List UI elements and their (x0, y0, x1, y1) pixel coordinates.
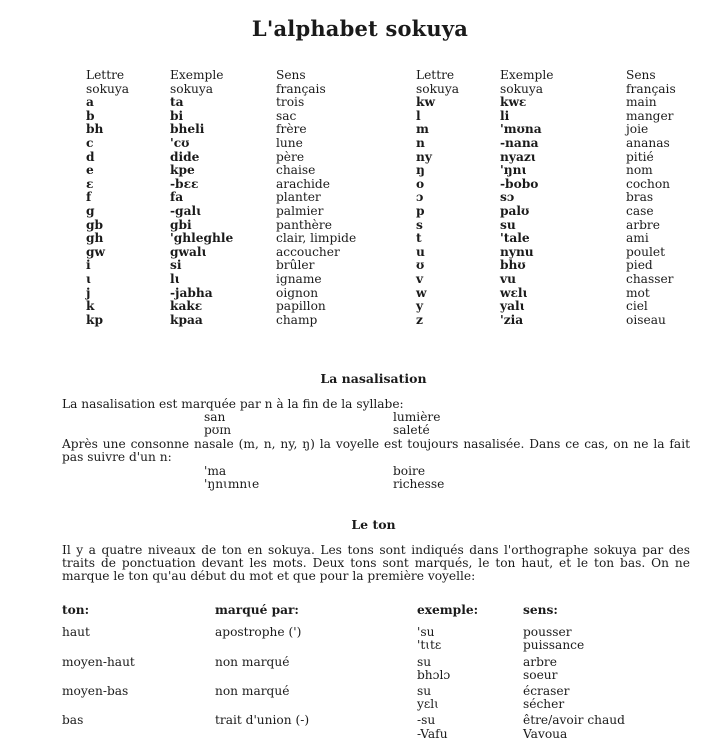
nasalisation-para2: Après une consonne nasale (m, n, ny, ŋ) la voyelle est toujours nasalisée. Dans ce cas, on ne la fait pas suivre d'un n: (62, 437, 690, 464)
nasal-example-meaning: richesse (393, 477, 445, 491)
ton-example: 'su (417, 625, 435, 640)
ton-meaning: soeur (523, 667, 558, 682)
ton-row (62, 639, 693, 652)
example-cell: 'cʊ (170, 135, 190, 150)
ton-example: su (417, 654, 432, 669)
meaning-cell: nom (626, 163, 653, 178)
example-cell: kpaa (170, 312, 203, 327)
alphabet-row (86, 300, 416, 314)
ton-row (62, 623, 693, 639)
ton-level (62, 669, 215, 682)
example-cell: si (170, 258, 182, 273)
example-cell: palʊ (500, 203, 530, 218)
letter-cell: z (416, 312, 423, 327)
meaning-cell: champ (276, 312, 318, 327)
alphabet-row (86, 314, 416, 328)
meaning-cell: joie (626, 122, 649, 137)
letter-cell: f (86, 190, 92, 205)
ton-title: Le ton (351, 517, 396, 532)
alphabet-row (416, 191, 706, 205)
letter-cell: v (416, 271, 424, 286)
alphabet-row (416, 151, 706, 165)
ton-meaning: arbre (523, 654, 557, 669)
example-cell: 'mʊna (500, 122, 542, 137)
example-cell: -nana (500, 135, 539, 150)
alphabet-row (416, 259, 706, 273)
meaning-cell: brûler (276, 258, 315, 273)
example-cell: dide (170, 149, 200, 164)
nasal-example-word: san (204, 410, 226, 424)
ton-marker: non marqué (215, 654, 290, 669)
ton-header-exemple: exemple: (417, 603, 479, 617)
meaning-cell: case (626, 203, 654, 218)
ton-level (62, 698, 215, 711)
meaning-cell: clair, limpide (276, 231, 357, 246)
example-cell: gbi (170, 217, 192, 232)
alphabet-row (416, 300, 706, 314)
example-cell: bhʊ (500, 258, 526, 273)
example-cell: kakɛ (170, 299, 203, 314)
alphabet-row (416, 96, 706, 110)
ton-row (62, 669, 693, 682)
header-sens: Sens français (626, 68, 676, 96)
letter-cell: w (416, 285, 427, 300)
alphabet-header-row (86, 69, 416, 96)
ton-header-row (62, 604, 693, 623)
ton-paragraph: Il y a quatre niveaux de ton en sokuya. Les tons sont indiqués dans l'orthographe sokuya par des traits de ponctuation devant les mots. Deux tons sont marqués, le ton haut, et le ton bas. On ne marque le ton qu'au début du mot et que pour la première voyelle: (62, 543, 690, 583)
page-title: L'alphabet sokuya (251, 16, 469, 41)
meaning-cell: accoucher (276, 244, 340, 259)
alphabet-row (86, 246, 416, 260)
nasal-example-meaning: boire (393, 464, 426, 478)
alphabet-header-row (416, 69, 706, 96)
ton-row (62, 728, 693, 741)
ton-level: moyen-bas (62, 684, 129, 699)
example-cell: nynu (500, 244, 534, 259)
ton-row (62, 682, 693, 698)
alphabet-row (86, 191, 416, 205)
nasal-example-word: 'ŋnɩmnɩe (204, 477, 260, 491)
ton-meaning: puissance (523, 638, 585, 653)
letter-cell: kp (86, 312, 103, 327)
meaning-cell: planter (276, 190, 321, 205)
ton-marker (215, 669, 417, 682)
letter-cell: j (86, 285, 91, 300)
alphabet-table-right (416, 69, 706, 327)
letter-cell: b (86, 108, 95, 123)
example-cell: 'ghleghle (170, 231, 234, 246)
meaning-cell: palmier (276, 203, 324, 218)
example-cell: -galɩ (170, 203, 201, 218)
ton-marker: apostrophe (') (215, 625, 302, 640)
ton-example: 'tɩtɛ (417, 638, 442, 653)
ton-level: bas (62, 713, 84, 728)
letter-cell: ɩ (86, 271, 91, 286)
alphabet-row (416, 205, 706, 219)
ton-meaning: sécher (523, 697, 565, 712)
ton-example: -su (417, 713, 436, 728)
ton-example: yɛlɩ (417, 697, 439, 712)
alphabet-row (416, 123, 706, 137)
meaning-cell: chasser (626, 271, 674, 286)
example-cell: nyazɩ (500, 149, 536, 164)
alphabet-row (86, 96, 416, 110)
nasal-example-meaning: lumière (393, 410, 441, 424)
ton-header-ton: ton: (62, 603, 90, 617)
meaning-cell: arachide (276, 176, 330, 191)
letter-cell: ɔ (416, 190, 424, 205)
meaning-cell: oiseau (626, 312, 666, 327)
alphabet-row (416, 110, 706, 124)
ton-row (62, 711, 693, 727)
alphabet-row (416, 219, 706, 233)
header-lettre: Lettre sokuya (416, 68, 459, 96)
ton-marker (215, 639, 417, 652)
ton-level (62, 728, 215, 741)
meaning-cell: cochon (626, 176, 671, 191)
meaning-cell: arbre (626, 217, 660, 232)
letter-cell: y (416, 299, 424, 314)
ton-table (62, 604, 693, 741)
meaning-cell: sac (276, 108, 297, 123)
example-cell: vu (500, 271, 516, 286)
ton-level: moyen-haut (62, 654, 135, 669)
ton-row (62, 698, 693, 711)
alphabet-row (86, 123, 416, 137)
example-cell: -jabha (170, 285, 213, 300)
letter-cell: ɛ (86, 176, 94, 191)
example-cell: sɔ (500, 190, 515, 205)
meaning-cell: ciel (626, 299, 648, 314)
ton-row (62, 653, 693, 669)
letter-cell: m (416, 122, 429, 137)
header-sens: Sens français (276, 68, 326, 96)
meaning-cell: main (626, 95, 657, 110)
meaning-cell: ami (626, 231, 649, 246)
example-cell: -bɛɛ (170, 176, 199, 191)
letter-cell: ŋ (416, 163, 425, 178)
alphabet-row (86, 273, 416, 287)
alphabet-row (86, 287, 416, 301)
letter-cell: kw (416, 95, 435, 110)
letter-cell: c (86, 135, 94, 150)
letter-cell: gw (86, 244, 106, 259)
meaning-cell: père (276, 149, 305, 164)
nasal-example-word: pʊɪn (204, 423, 232, 437)
alphabet-row (86, 178, 416, 192)
nasal-example-meaning: saleté (393, 423, 430, 437)
letter-cell: n (416, 135, 425, 150)
example-cell: bi (170, 108, 184, 123)
letter-cell: a (86, 95, 94, 110)
letter-cell: t (416, 231, 422, 246)
ton-level: haut (62, 625, 90, 640)
letter-cell: e (86, 163, 94, 178)
meaning-cell: poulet (626, 244, 665, 259)
example-cell: 'zia (500, 312, 524, 327)
example-cell: fa (170, 190, 184, 205)
alphabet-row (86, 151, 416, 165)
alphabet-row (416, 232, 706, 246)
alphabet-row (416, 178, 706, 192)
letter-cell: s (416, 217, 423, 232)
letter-cell: k (86, 299, 95, 314)
meaning-cell: chaise (276, 163, 316, 178)
example-cell: 'tale (500, 231, 530, 246)
ton-marker (215, 698, 417, 711)
alphabet-row (86, 219, 416, 233)
letter-cell: u (416, 244, 425, 259)
ton-example: -Vafu (417, 726, 448, 741)
ton-header-sens: sens: (523, 603, 558, 617)
meaning-cell: igname (276, 271, 322, 286)
alphabet-row (86, 164, 416, 178)
letter-cell: ny (416, 149, 432, 164)
nasalisation-intro: La nasalisation est marquée par n à la fin de la syllabe: (62, 397, 404, 411)
meaning-cell: bras (626, 190, 654, 205)
letter-cell: gb (86, 217, 104, 232)
letter-cell: g (86, 203, 95, 218)
example-cell: li (500, 108, 510, 123)
letter-cell: bh (86, 122, 104, 137)
letter-cell: o (416, 176, 425, 191)
ton-level (62, 639, 215, 652)
meaning-cell: pied (626, 258, 653, 273)
example-cell: -bobo (500, 176, 539, 191)
alphabet-row (86, 259, 416, 273)
letter-cell: ʊ (416, 258, 425, 273)
ton-example: su (417, 684, 432, 699)
ton-meaning: être/avoir chaud (523, 713, 625, 728)
example-cell: 'ŋnɩ (500, 163, 527, 178)
meaning-cell: frère (276, 122, 307, 137)
meaning-cell: trois (276, 95, 305, 110)
alphabet-table-left (86, 69, 416, 327)
nasalisation-title: La nasalisation (320, 371, 427, 386)
nasal-example-word: 'ma (204, 464, 227, 478)
letter-cell: p (416, 203, 425, 218)
ton-example: bhɔlɔ (417, 667, 451, 682)
example-cell: kwɛ (500, 95, 527, 110)
meaning-cell: manger (626, 108, 674, 123)
alphabet-row (416, 287, 706, 301)
ton-meaning: écraser (523, 684, 570, 699)
alphabet-row (86, 205, 416, 219)
header-exemple: Exemple sokuya (170, 68, 224, 96)
letter-cell: d (86, 149, 95, 164)
example-cell: yalɩ (500, 299, 525, 314)
ton-meaning: Vavoua (523, 726, 568, 741)
meaning-cell: oignon (276, 285, 319, 300)
meaning-cell: mot (626, 285, 650, 300)
example-cell: su (500, 217, 516, 232)
ton-marker (215, 728, 417, 741)
alphabet-row (416, 164, 706, 178)
example-cell: lɩ (170, 271, 180, 286)
letter-cell: l (416, 108, 421, 123)
meaning-cell: ananas (626, 135, 670, 150)
example-cell: kpe (170, 163, 195, 178)
alphabet-row (86, 137, 416, 151)
example-cell: gwalɩ (170, 244, 207, 259)
meaning-cell: pitié (626, 149, 654, 164)
alphabet-row (416, 137, 706, 151)
letter-cell: gh (86, 231, 104, 246)
ton-meaning: pousser (523, 625, 572, 640)
letter-cell: i (86, 258, 91, 273)
meaning-cell: panthère (276, 217, 332, 232)
example-cell: bheli (170, 122, 205, 137)
alphabet-row (416, 314, 706, 328)
header-lettre: Lettre sokuya (86, 68, 129, 96)
header-exemple: Exemple sokuya (500, 68, 554, 96)
alphabet-row (416, 273, 706, 287)
alphabet-row (86, 110, 416, 124)
meaning-cell: lune (276, 135, 303, 150)
meaning-cell: papillon (276, 299, 326, 314)
ton-marker: trait d'union (-) (215, 713, 310, 728)
ton-marker: non marqué (215, 684, 290, 699)
example-cell: wɛlɩ (500, 285, 528, 300)
ton-header-marque: marqué par: (215, 603, 299, 617)
example-cell: ta (170, 95, 184, 110)
alphabet-row (86, 232, 416, 246)
alphabet-row (416, 246, 706, 260)
